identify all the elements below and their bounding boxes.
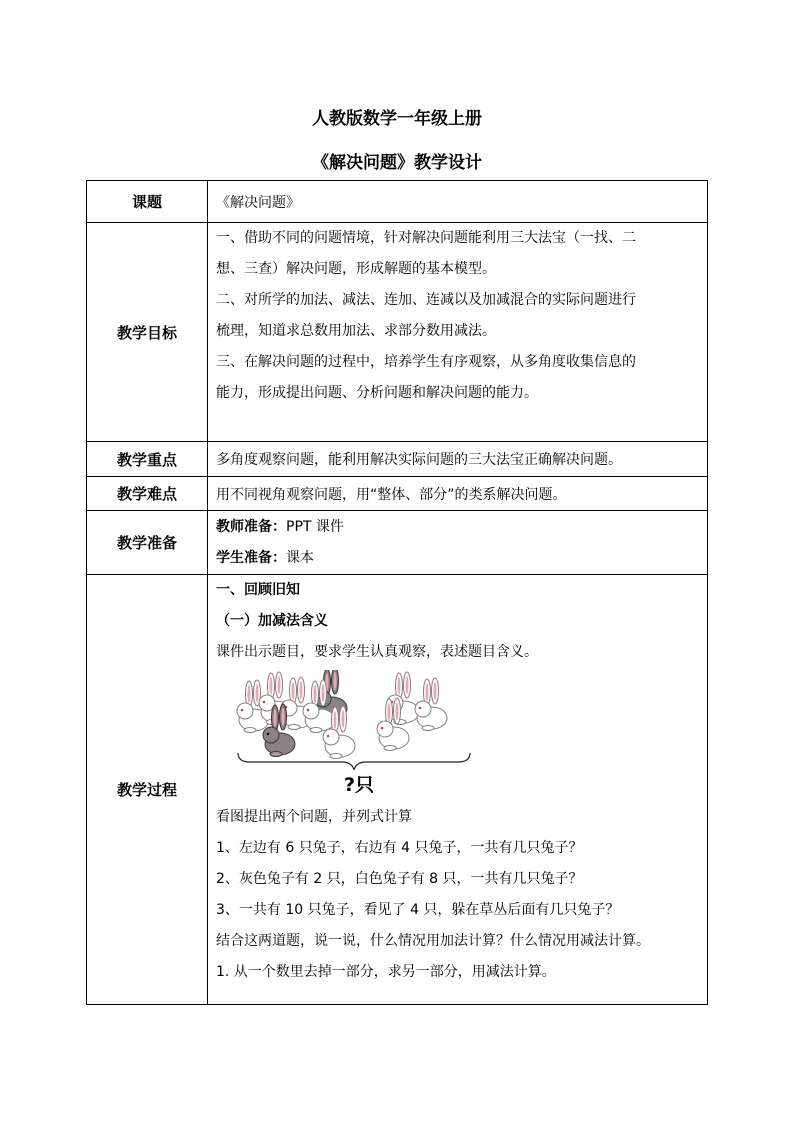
row-objectives [87,223,708,442]
student-prep-value: 课本 [286,549,314,566]
label-difficulties: 教学难点 [87,477,208,511]
white-rabbit [415,678,447,731]
lesson-plan-table [86,180,708,1005]
label-objectives: 教学目标 [87,223,208,442]
objective-line: 能力，形成提出问题、分析问题和解决问题的能力。 [216,385,538,401]
document-subtitle: 《解决问题》教学设计 [312,153,482,173]
row-keypoints [87,442,708,477]
section-heading: 一、回顾旧知 [216,582,300,598]
objective-line: 梳理，知道求总数用加法、求部分数用减法。 [216,323,496,339]
content-keypoints: 多角度观察问题，能利用解决实际问题的三大法宝正确解决问题。 [208,442,708,477]
objective-line: 三、在解决问题的过程中，培养学生有序观察，从多角度收集信息的 [216,354,636,370]
content-process [208,575,708,1005]
row-process [87,575,708,1005]
row-topic [87,181,708,223]
label-preparation: 教学准备 [87,511,208,575]
subsection-heading: （一）加减法含义 [216,613,328,629]
objective-line: 想、三查）解决问题，形成解题的基本模型。 [216,261,496,277]
teacher-prep-value: PPT 课件 [286,518,344,535]
process-text: 结合这两道题，说一说，什么情况用加法计算？什么情况用减法计算。 [216,933,650,949]
content-objectives [208,223,708,442]
label-topic: 课题 [87,181,208,223]
teacher-prep-label: 教师准备： [216,518,286,535]
question-item: 3、一共有 10 只兔子，看见了 4 只，躲在草丛后面有几只兔子？ [216,902,620,918]
content-topic: 《解决问题》 [208,181,708,223]
question-item: 1、左边有 6 只兔子，右边有 4 只兔子，一共有几只兔子？ [216,840,583,856]
content-difficulties: 用不同视角观察问题，用“整体、部分”的类系解决问题。 [208,477,708,511]
unknown-count-label: ?只 [344,774,375,796]
document-title: 人教版数学一年级上册 [312,109,482,129]
label-process: 教学过程 [87,575,208,1005]
row-difficulties [87,477,708,511]
objective-line: 二、对所学的加法、减法、连加、连减以及加减混合的实际问题进行 [216,292,636,308]
label-keypoints: 教学重点 [87,442,208,477]
content-preparation [208,511,708,575]
process-text: 看图提出两个问题，并列式计算 [216,809,412,825]
process-text: 课件出示题目，要求学生认真观察，表述题目含义。 [216,644,538,660]
rabbits-illustration [236,670,476,770]
question-item: 2、灰色兔子有 2 只，白色兔子有 8 只，一共有几只兔子？ [216,871,583,887]
objective-line: 一、借助不同的问题情境，针对解决问题能利用三大法宝（一找、二 [216,230,636,246]
row-preparation [87,511,708,575]
student-prep-label: 学生准备： [216,549,286,566]
process-text: 1. 从一个数里去掉一部分，求另一部分，用减法计算。 [216,964,556,980]
rabbit-figure [216,670,703,798]
